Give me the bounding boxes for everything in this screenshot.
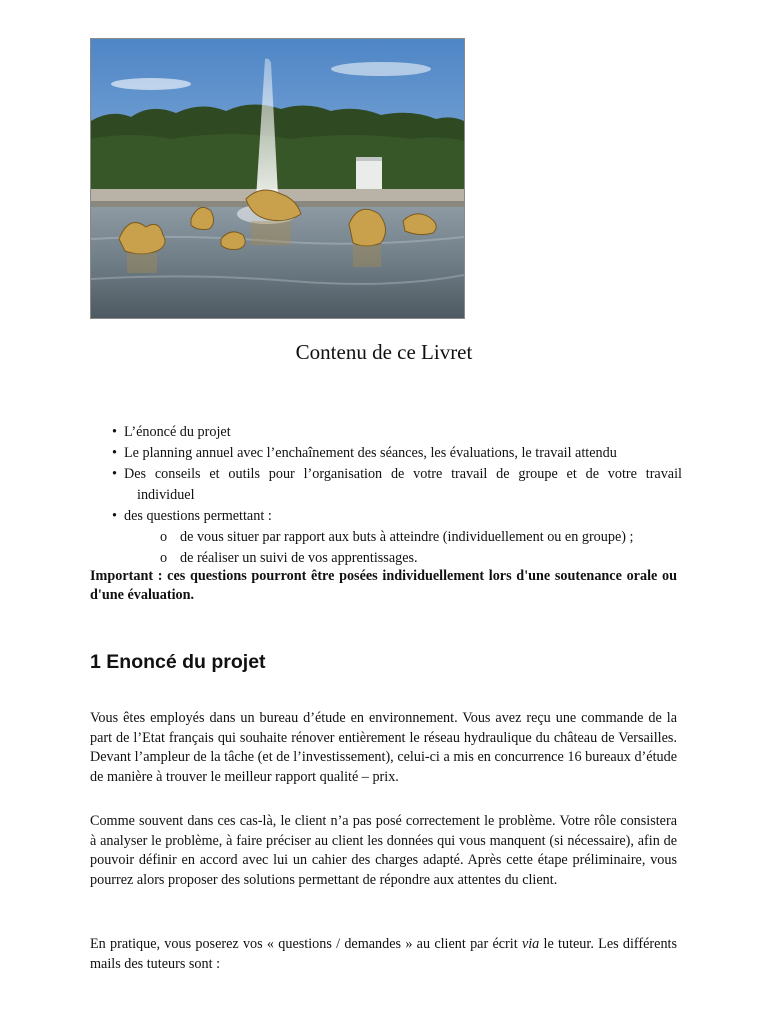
document-title: Contenu de ce Livret (295, 340, 473, 364)
paragraph: Comme souvent dans ces cas-là, le client n’a pas posé correctement le problème. Votre rôle consistera à analyser le problème, à faire préciser au client les données qui vous manquent (si nécessaire), afin de pouvoir définir en accord avec lui un cahier des charges adapté. Après cette étape préliminaire, vous pourrez alors proposer des solutions permettant de répondre aux attentes du client. (90, 813, 677, 888)
bullet-text: des questions permettant : (124, 508, 272, 524)
bullet-symbol: • (112, 445, 117, 461)
bullet-text: Le planning annuel avec l’enchaînement des séances, les évaluations, le travail attendu (124, 445, 617, 461)
sub-bullet-item (112, 548, 682, 569)
bullet-text: Des conseils et outils pour l’organisation de votre travail de groupe et de votre travail (124, 466, 682, 482)
section-heading (90, 649, 266, 675)
sub-bullet-text: de réaliser un suivi de vos apprentissages. (180, 550, 418, 566)
paragraph-text: En pratique, vous poserez vos « questions / demandes » au client par écrit (90, 936, 522, 952)
bullet-item (112, 464, 682, 506)
section-number: 1 (90, 651, 101, 673)
sub-bullet-item (112, 527, 682, 548)
paragraph-text: le tuteur. Les différents mails des tuteurs sont : (90, 936, 677, 972)
sub-bullet-symbol: o (160, 529, 168, 545)
section-title: Enoncé du projet (106, 651, 266, 673)
contents-bullet-list (112, 422, 682, 569)
bullet-symbol: • (112, 424, 117, 440)
sub-bullet-symbol: o (160, 550, 168, 566)
sub-bullet-text: de vous situer par rapport aux buts à atteindre (individuellement ou en groupe) ; (180, 529, 634, 545)
bullet-item (112, 506, 682, 527)
bullet-item (112, 443, 682, 464)
paragraph: Vous êtes employés dans un bureau d’étude en environnement. Vous avez reçu une commande de la part de l’Etat français qui souhaite rénover entièrement le réseau hydraulique du château de Versailles. Devant l’ampleur de la tâche (et de l’investissement), celui-ci a mis en concurrence 16 bureaux d’étude de manière à trouver le meilleur rapport qualité – prix. (90, 710, 677, 785)
bullet-text: L’énoncé du projet (124, 424, 231, 440)
paragraph (90, 935, 677, 974)
bullet-symbol: • (112, 508, 117, 524)
fountain-photo (90, 38, 465, 319)
bullet-symbol: • (112, 466, 117, 482)
bullet-item (112, 422, 682, 443)
bullet-text-continuation: individuel (137, 487, 195, 503)
important-note: Important : ces questions pourront être posées individuellement lors d'une soutenance orale ou d'une évaluation. (90, 568, 677, 603)
paragraph-italic-text: via (521, 936, 540, 952)
